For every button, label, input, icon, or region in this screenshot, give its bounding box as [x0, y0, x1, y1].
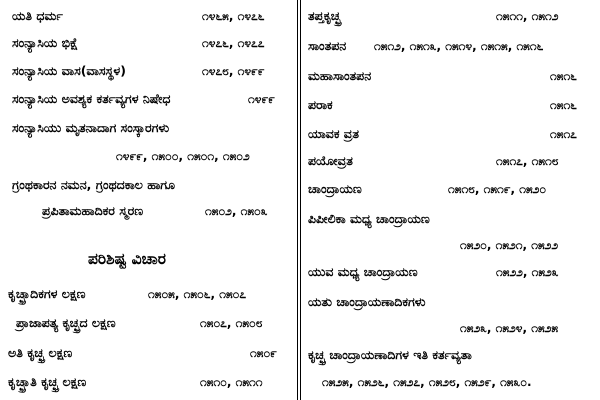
entry-text: ಪರಾಕ	[308, 97, 333, 112]
entry-text: ಸಂನ್ಯಾಸಿಯ ವಾಸ(ವಾಸಸ್ಥಳ)	[12, 63, 126, 78]
entry-ref: ೧೫೨೨, ೧೫೨೩	[496, 265, 559, 279]
entry-ref: ೧೫೧೬	[550, 98, 577, 112]
entry-ref: ೧೪೭೮, ೧೪೯೯	[202, 64, 265, 78]
entry-text: ಯಾವಕ ವ್ರತ	[308, 126, 360, 141]
entry-text: ತಪ್ತಕೃಚ್ಛ್ರ	[308, 8, 341, 23]
entry-text: ಪಯೋವ್ರತ	[308, 153, 353, 168]
entry-ref: ೧೫೨೦, ೧೫೨೧, ೧೫೨೨	[460, 238, 559, 252]
entry-text: ಅತಿ ಕೃಚ್ಛ್ರ ಲಕ್ಷಣ	[8, 345, 73, 360]
entry-text: ಸಂನ್ಯಾಸಿಯ ಅವಶ್ಯಕ ಕರ್ತವ್ಯಗಳ ನಿಷೇಧ	[12, 91, 171, 106]
entry-text: ಯತು ಚಾಂದ್ರಾಯಣಾದಿಕಗಳು	[308, 294, 426, 309]
entry-ref: ೧೫೧೭, ೧೫೧೮	[496, 154, 559, 168]
right-column	[302, 0, 600, 400]
entry-text: ಕೃಚ್ಛ್ರ ಚಾಂದ್ರಾಯಣಾದಿಗಳ ಇತಿ ಕರ್ತವ್ಯತಾ	[308, 347, 472, 362]
entry-ref: ೧೫೦೨, ೧೫೦೩	[205, 204, 268, 218]
entry-ref: ೧೪೯೯, ೧೫೦೦, ೧೫೦೧, ೧೫೦೨	[116, 149, 250, 163]
entry-ref: ೧೫೨೩, ೧೫೨೪, ೧೫೨೫	[460, 321, 559, 335]
entry-ref: ೧೫೧೬	[550, 69, 577, 83]
entry-text: ಕೃಚ್ಛ್ರಾತಿ ಕೃಚ್ಛ್ರ ಲಕ್ಷಣ	[8, 374, 87, 389]
entry-ref: ೧೫೧೦, ೧೫೧೧	[200, 375, 263, 389]
entry-ref: ೧೪೭೬, ೧೪೭೭	[202, 36, 265, 50]
entry-ref: ೧೪೬೫, ೧೪೭೬	[202, 9, 265, 23]
entry-text: ಸಂನ್ಯಾಸಿಯ ಭಿಕ್ಷೆ	[12, 35, 79, 50]
entry-ref: ೧೫೦೫, ೧೫೦೬, ೧೫೦೭	[148, 287, 247, 301]
left-column	[0, 0, 296, 400]
entry-text: ಗ್ರಂಥಕಾರನ ನಮನ, ಗ್ರಂಥದಕಾಲ ಹಾಗೂ	[12, 177, 176, 192]
entry-text: ಚಾಂದ್ರಾಯಣ	[308, 181, 362, 196]
entry-ref: ೧೫೦೯	[250, 346, 277, 360]
entry-ref: ೧೫೧೮, ೧೫೧೯, ೧೫೨೦	[448, 182, 547, 196]
entry-ref: ೧೫೧೨, ೧೫೧೩, ೧೫೧೪, ೧೫೧೫, ೧೫೧೬	[374, 39, 544, 53]
entry-text: ಮಹಾಸಾಂತಪನ	[308, 68, 372, 83]
entry-text: ಸಾಂತಪನ	[308, 38, 347, 53]
entry-ref: ೧೫೨೫, ೧೫೨೬, ೧೫೨೭, ೧೫೨೮, ೧೫೨೯, ೧೫೩೦.	[322, 375, 532, 389]
entry-text: ಯತಿ ಧರ್ಮ	[12, 8, 63, 23]
entry-text: ಸಂನ್ಯಾಸಿಯು ಮೃತನಾದಾಗ ಸಂಸ್ಕಾರಗಳು	[12, 120, 170, 135]
entry-ref: ೧೫೧೭	[550, 127, 577, 141]
column-divider	[297, 0, 301, 400]
entry-text: ಪಿಪೀಲಿಕಾ ಮಧ್ಯ ಚಾಂದ್ರಾಯಣ	[308, 211, 430, 226]
entry-ref: ೧೫೧೧, ೧೫೧೨	[496, 9, 559, 23]
entry-text: ಪ್ರಪಿತಾಮಹಾದಿಕರ ಸ್ಮರಣ	[42, 203, 144, 218]
entry-text: ಪ್ರಾಜಾಪತ್ಯ ಕೃಚ್ಛ್ರದ ಲಕ್ಷಣ	[16, 315, 116, 330]
entry-text: ಕೃಚ್ಛ್ರಾದಿಕಗಳ ಲಕ್ಷಣ	[8, 286, 86, 301]
entry-ref: ೧೫೦೭, ೧೫೦೮	[200, 316, 263, 330]
entry-ref: ೧೪೯೯	[248, 92, 275, 106]
section-heading: ಪರಿಶಿಷ್ಟ ವಿಚಾರ	[88, 250, 166, 268]
entry-text: ಯುವ ಮಧ್ಯ ಚಾಂದ್ರಾಯಣ	[308, 264, 418, 279]
